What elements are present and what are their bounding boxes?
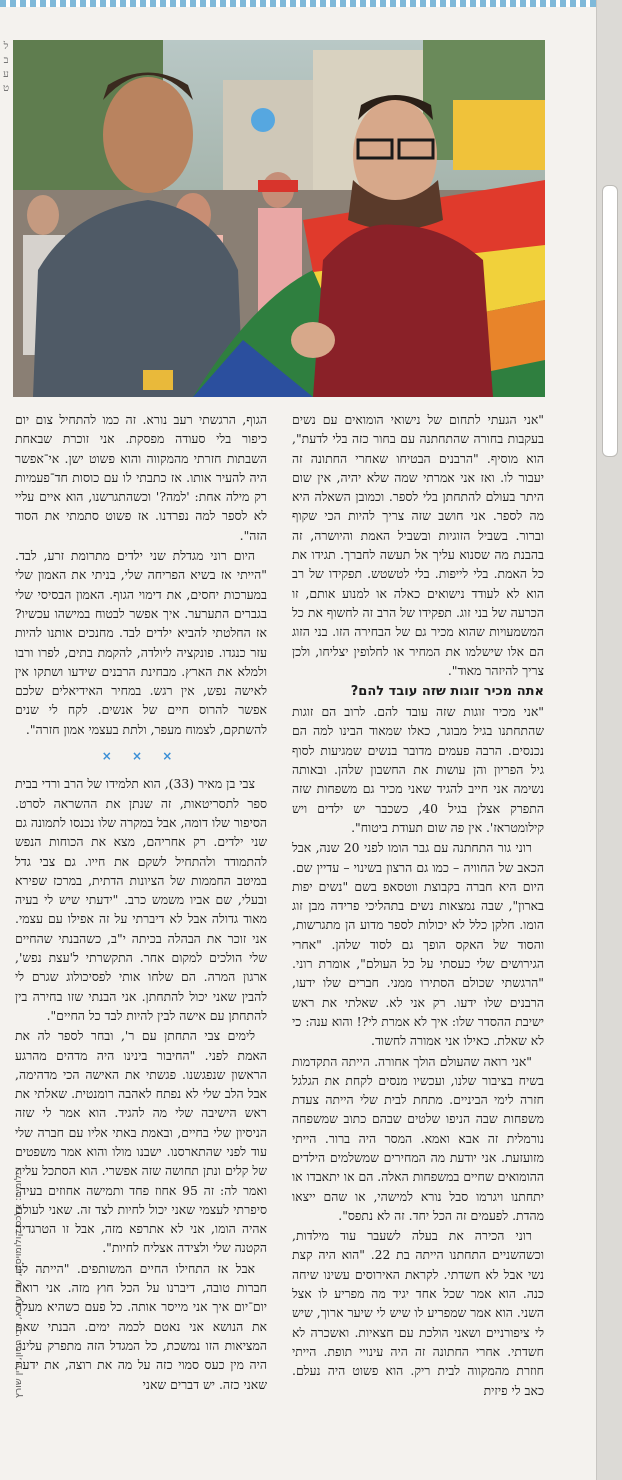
margin-letter: ט	[2, 83, 10, 94]
article-column-right	[292, 410, 544, 1476]
margin-letter: ב	[3, 55, 9, 66]
article-photo	[13, 40, 545, 397]
margin-letter: ע	[3, 69, 9, 80]
photo-credit: צילומים: אלכס קולומויסקי, עדי עזרא, אבי חסון, ירין שורץ	[13, 1167, 24, 1399]
article-paragraph: היום רוני מגדלת שני ילדים מתרומת זרע, לבד. "הייתי אז בשיא הפריחה שלי, בניתי את האמון שלי במערכות יחסים, את דימוי הגוף. האמון הבסיסי שלי בגברים התערער. איך אפשר לבטוח במישהו עכשיו? אז החלטתי להביא ילדים לבד. מחנכים אותנו להיות עזר כנגדו. פונקציה ליולדה, להקמת בתים, לפרו ורבו ולמלא את הארץ. מבחינת הרבנים שידעו ושתקו אין לאישה נפש, אין רגש. במחיר האידיאלים שלכם אפשר להרוס חיים של אנשים. לקח לי שנים להשתקם, לצמוח מעפר, ולתת בעצמי אמון חזרה".	[15, 548, 267, 737]
article-paragraph: "אני מכיר זוגות שזה עובד להם. לרוב הם זוגות שהתחתנו בגיל מבוגר, כאלו שמאוד הבינו למה הם נכנסים. הרבה פעמים מדובר בנשים שמגיעות לסוף גיל הפריון והן עושות את החשבון שלהן. ובאותה נשימה אני חייב להגיד שאני מכיר גם משפחות שזה התפרק אצלן בגיל 40, כשכבר יש ילדים ויש קילומטראז'. אין פה שום תעודת ביטוח".	[292, 704, 544, 835]
article-paragraph: רוני גור התחתנה עם גבר הומו לפני 20 שנה, אבל הכאב של החוויה – כמו גם הרצון בשינוי – עדיין שם. היום היא חברה בקבוצת ווטסאפ בשם "נשים יפות בארון", שבה נמצאות נשים בתהליכי פרידה מבן זוג הומו. חלקן כלל לא יכולות לספר מדוע הן מתגרשות, והסוד של האקס הופך גם לסוד שלהן. "אחרי הגירושים שלי כעסתי על כל העולם", אומרת רוני. "הרגשתי שכולם הסתירו ממני. חברים שלו ידעו, הרבנים שלו ידעו. רק אני לא. שאלתי את ראש ישיבת ההסדר שלו: איך לא אמרת לי?! והוא ענה: כי לא שאלת. כאילו אני אמורה לחשוד.	[292, 840, 544, 1049]
interview-question: אתה מכיר זוגות שזה עובד להם?	[350, 684, 544, 700]
margin-letter: ל	[3, 41, 9, 52]
article-paragraph: לימים צבי התחתן עם ר', ובחר לספר לה את האמת לפני. "החיבור בינינו היה מדהים מהרגע הראשון שנפגשנו. פגשתי את האישה הכי מדהימה, אבל הלב שלי לא נפתח לאהבה רומנטית. שאלתי את ראש הישיבה שלי מה להגיד. הוא אמר לי שזה הניסיון שלי בחיים, ובאמת באתי אליו עם חברה שלי עוד לפני שהתארסנו. ישבנו מולו והוא אמר משפטים של קלים ונתן תחושה שזה אפשרי. הוא הסתכל עליה ואמר לה: זה 95 אחוז פחד ותמישה אחוזים בעיה. סיפרתי לעצמי שאני יכול לחיות לצד זה. שאני לעולם אהיה הומו, אני לא אתרפא מזה, אבל זו הטרגדיה הקטנה שלי ולצידה אצליח לחיות".	[15, 1028, 267, 1256]
article-paragraph: רוני הכירה את בעלה לשעבר עוד מילדות, וכשהשניים התחתנו הייתה בת 22. "הוא היה קצת נשי אבל לא חשדתי. לקראת האירוסים עשינו שיחה כנה. הוא אמר שכל אחד יגיד מה מפריע לו אצל השני. הוא אמר שמפריע לו שיש לי שיער ארוך, שיש לי ציפורניים ושאני הולכת עם חצאיות. ואשכרה לא חשדתי. אחרי החתונה זה היה עינויי תופת. הייתי חוזרת מהמקווה לבית ריק. הוא פשוט היה נעלם. כאב לי פיזית	[292, 1228, 544, 1398]
article-paragraph: "אני הגעתי לתחום של נישואי הומואים עם נשים בעקבות בחורה שהתחתנה עם בחור כזה בלי לדעת", הוא מוסיף. "הרבנים הבטיחו שאחרי החתונה זה יעבור לו. ואז אני אמרתי שמה שלא יהיה, אין שום היתר בעולם להתחתן בלי לספר. וכמובן השאלה היא מה לספר. אני חושב שזה צריך להיות הכי שקוף וברור. בשביל הזוגיות ובשביל האמת והיושרה, זה בהבנת מה שסנוא עליך אל תעשה לחברך. תגידו את כל האמת. בלי לייפות. בלי לטשטש. תפקידו של רב הוא לא לעודד נישואים כאלה או למנוע אותם, זו הכרעה של בני זוג. תפקידו של הרב זה לחשוף את כל המשמעויות שהוא מכיר גם של הבחירה הזו. בני הזוג הם אלו שישלמו את המחיר או לחלופין יצליחו, ולכן צריך להיזהר מאוד".	[292, 412, 544, 678]
section-separator: × × ×	[101, 749, 181, 764]
article-paragraph: הגוף, הרגשתי רעב נורא. זה כמו להתחיל צום יום כיפור בלי סעודה מפסקת. אני זוכרת שבאחת השבתות חזרתי מהמקווה והוא פשוט ישן. אי־אפשר היה להעיר אותו. אז כתבתי לו עם כוסות חד־פעמיות רק מילה אחת: 'למה?' וכשהתגרשנו, הוא איים עליי לא לספר למה נפרדנו. אז פשוט סתמתי את הסוד הזה".	[15, 412, 267, 543]
scrollbar-thumb[interactable]	[602, 185, 618, 457]
article-paragraph: אבל אז התחילו החיים המשותפים. "הייתה לנו חברות טובה, דיברנו על הכל חוץ מזה. אני רואה יום־יום איך אני מייסר אותה. כל פעם כשהיא מעלה את הנושא אני נאטם לכמה ימים. הבנתי שאם המציאות הזו נמשכת, כל המגדל הזה מתפרק עלינו. היה מין כעס סמוי כזה על מה את רוצה, את ידעת שאני כזה. יש דברים שאני	[15, 1260, 267, 1392]
article-paragraph: "אני רואה שהעולם הולך אחורה. הייתה התקדמות בשיח בציבור שלנו, ועכשיו מנסים לקחת את הגלגל חזרה לימי הביניים. מתחת לבית שלי הייתה צעדת משפחות שבה הניפו שלטים שבהם כתוב שמשפחה נורמלית זה אבא ואמא. המסר היה ברור. הייתי מזועזעת. אני יודעת מה המחירים שמשלמים הילדים ההומואים שחיים במשפחות האלה. הם או יתאבדו או יתחתנו ויגרמו סבל נורא למישהי, או שהם ייצאו מהדת. לפעמים זה הכל יחד. זה לא נתפס".	[292, 1053, 544, 1223]
article-paragraph: צבי בן מאיר (33), הוא תלמידו של הרב ורדי בבית ספר לתסריטאות, זה שנתן את ההשראה לסרט. הסיפור שלו דומה, אבל במקרה שלו נכנסו לתמונה גם שני ילדים. רק אחריהם, מצא את הכוחות הנפש להתמודד ולהתחיל לשקם את חייו. גם צבי גדל במיטב החממות של הציונות הדתית, במרכז שפירא ובעלי, שם אביו משמש כרב. "ידעתי שיש לי בעיה מאוד גדולה אבל לא דיברתי על זה אפילו עם עצמי. אני זוכר את הבהלה בכיתה י"ב, כשהבנתי שהחיים שלי הולכים למקום אחר. התקשרתי ל'עצת נפש', ארגון המרה. הם שלחו אותי לפסיכולוג שגרם לי להבין שאני יכול להתחתן. אני הבנתי שזו בחירה בין להתחתן עם אישה לבין להיות לבד כל החיים".	[15, 776, 267, 1023]
article-column-left	[15, 410, 267, 1476]
left-margin-fragment	[0, 40, 12, 110]
viewer-top-strip	[0, 0, 622, 7]
